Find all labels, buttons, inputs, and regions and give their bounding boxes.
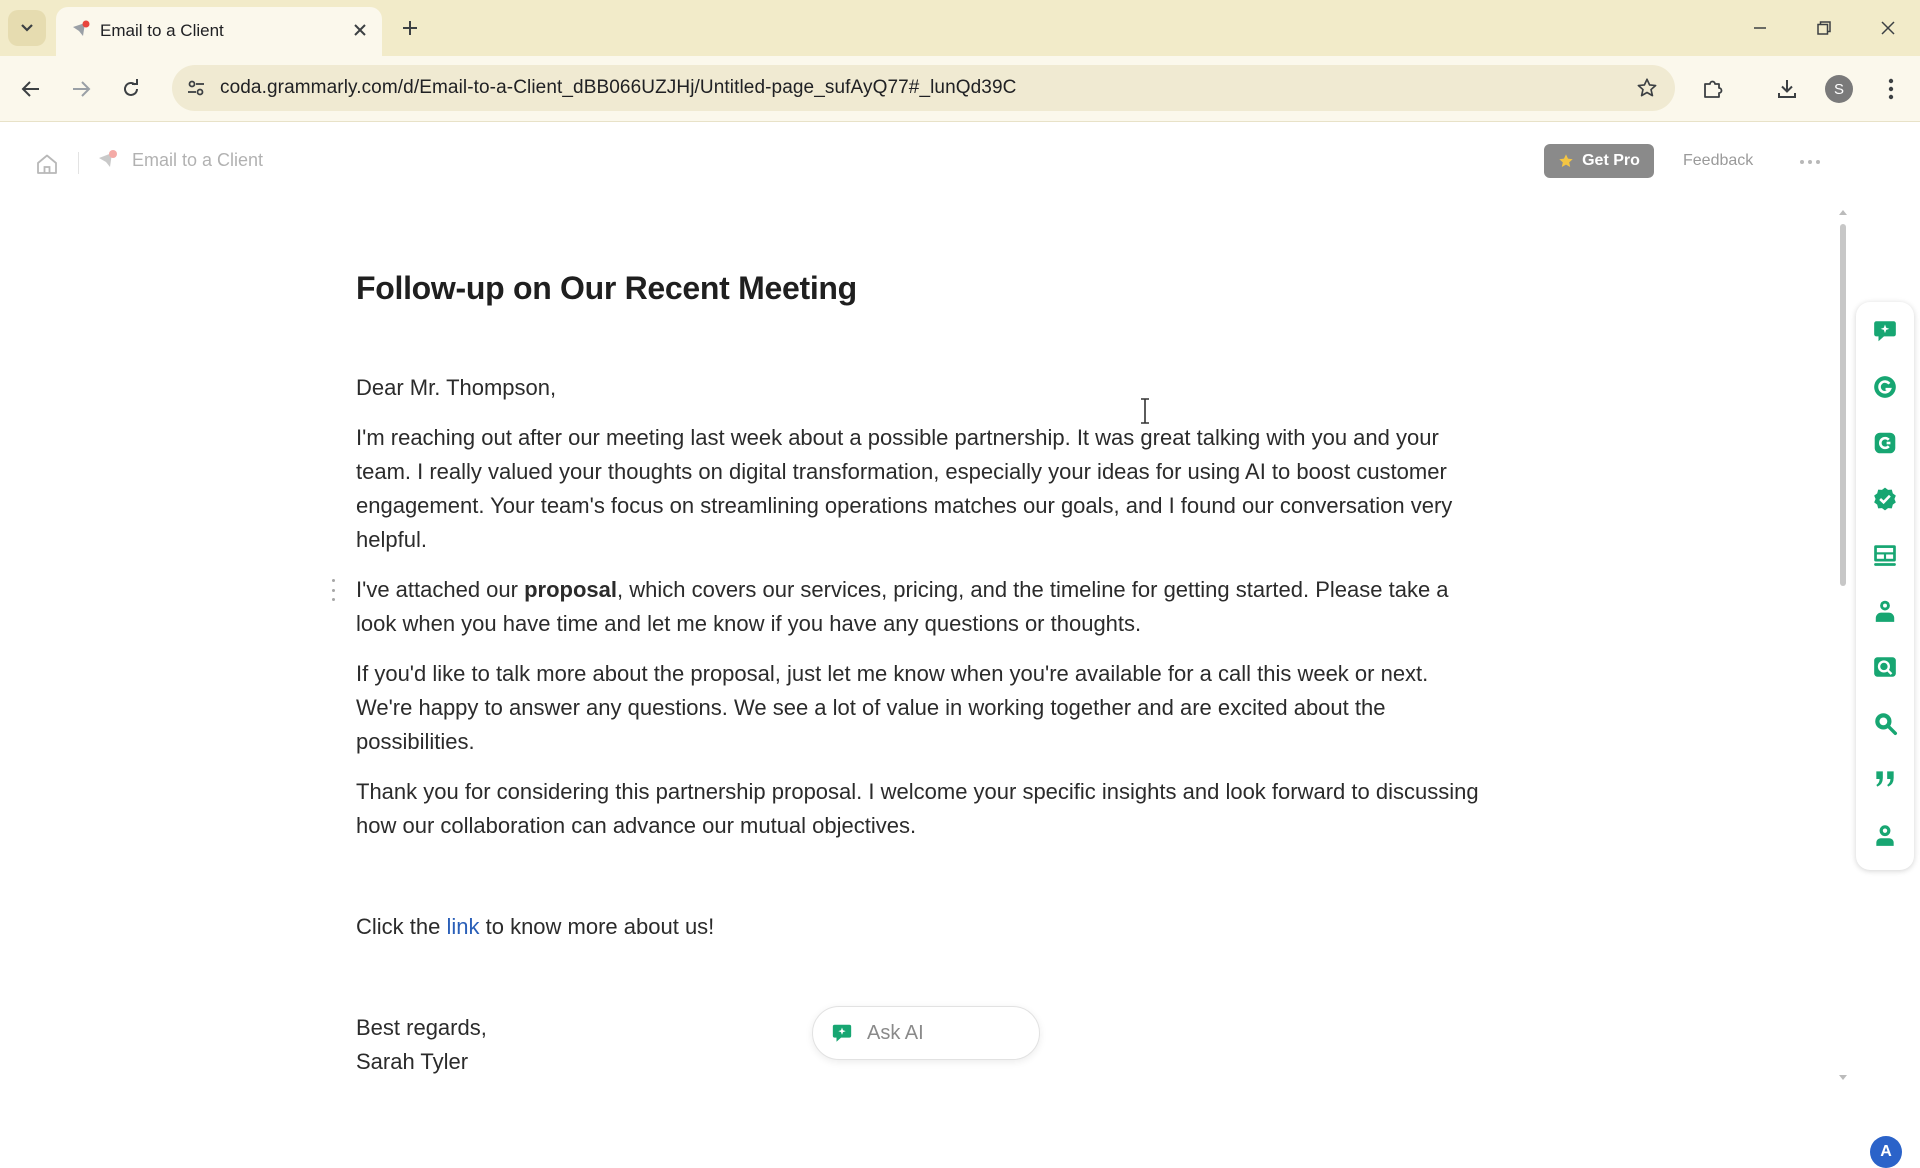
rail-quote[interactable] <box>1870 764 1900 794</box>
rail-profile[interactable] <box>1870 820 1900 850</box>
new-tab-button[interactable] <box>396 14 424 42</box>
header-divider <box>78 152 79 174</box>
doc-content[interactable] <box>356 270 1486 1079</box>
browser-toolbar <box>0 56 1920 122</box>
ai-chat-icon <box>831 1022 853 1044</box>
extensions-button[interactable] <box>1696 72 1730 106</box>
person-icon <box>1872 598 1898 624</box>
grammarly-icon <box>1872 374 1898 400</box>
greeting[interactable]: Dear Mr. Thompson, <box>356 375 557 400</box>
quote-icon <box>1872 766 1898 792</box>
grammarly-side-rail <box>1856 302 1914 870</box>
profile-avatar: S <box>1825 75 1853 103</box>
signature[interactable]: Sarah Tyler <box>356 1049 469 1074</box>
back-button[interactable] <box>14 72 48 106</box>
rail-table[interactable] <box>1870 540 1900 570</box>
feedback-link[interactable]: Feedback <box>1683 152 1754 169</box>
browser-tab-active[interactable] <box>56 7 382 56</box>
tab-search-button[interactable] <box>8 10 46 46</box>
ask-ai-button[interactable] <box>812 1006 1040 1060</box>
closing[interactable]: Best regards, <box>356 1015 487 1040</box>
paragraph[interactable]: I'm reaching out after our meeting last week about a possible partnership. It was great talking with you and your team. I really valued your thoughts on digital transformation, especially your ideas for using AI to boost customer engagement. Your team's focus on streamlining operations matches our goals, and I found our conversation very helpful. <box>356 425 1453 552</box>
coda-page <box>0 122 1920 1160</box>
reload-button[interactable] <box>114 72 148 106</box>
bold-text: proposal <box>524 577 617 602</box>
paragraph[interactable]: Thank you for considering this partnership proposal. I welcome your specific insights and look forward to discussing how our collaboration can advance our mutual objectives. <box>356 779 1479 838</box>
close-icon <box>1880 20 1896 36</box>
browser-tab-bar <box>0 0 1920 56</box>
doc-more-button[interactable] <box>1796 150 1824 174</box>
tune-icon <box>186 79 206 97</box>
forward-button[interactable] <box>64 72 98 106</box>
paragraph-text: Click the <box>356 914 447 939</box>
home-icon <box>35 152 59 176</box>
paragraph-text: I've attached our <box>356 577 525 602</box>
doc-header <box>0 122 1850 200</box>
minimize-button[interactable] <box>1740 10 1780 46</box>
home-button[interactable] <box>32 149 62 179</box>
address-bar[interactable] <box>172 65 1675 111</box>
chevron-down-icon <box>20 23 34 33</box>
browser-menu-button[interactable] <box>1874 72 1908 106</box>
restore-icon <box>1816 20 1832 36</box>
paragraph[interactable] <box>356 573 1486 641</box>
close-icon <box>353 23 367 37</box>
table-icon <box>1872 542 1898 568</box>
paragraph-text: , which covers our services, pricing, and the timeline for getting started. Please take a look when you have time and let me know if you have any questions or thoughts. <box>356 577 1449 636</box>
ask-ai-label: Ask AI <box>867 1021 924 1044</box>
rail-review[interactable] <box>1870 652 1900 682</box>
check-badge-icon <box>1872 486 1898 512</box>
minimize-icon <box>1752 20 1768 36</box>
tab-title: Email to a Client <box>100 21 224 40</box>
rail-rewrite[interactable] <box>1870 428 1900 458</box>
puzzle-icon <box>1702 78 1724 100</box>
doc-icon <box>96 148 120 172</box>
profile-button[interactable] <box>1822 72 1856 106</box>
star-icon <box>1558 153 1574 169</box>
downloads-button[interactable] <box>1770 72 1804 106</box>
search-icon <box>1872 710 1898 736</box>
more-horizontal-icon <box>1799 159 1821 165</box>
rail-person[interactable] <box>1870 596 1900 626</box>
block-drag-handle[interactable] <box>328 579 338 601</box>
rail-search[interactable] <box>1870 708 1900 738</box>
restore-button[interactable] <box>1804 10 1844 46</box>
get-pro-button[interactable] <box>1544 144 1654 178</box>
arrow-right-icon <box>71 80 91 98</box>
paragraph[interactable] <box>356 910 1486 944</box>
scrollbar-thumb[interactable] <box>1840 224 1846 586</box>
kebab-menu-icon <box>1888 78 1894 100</box>
star-outline-icon <box>1636 77 1658 99</box>
paragraph-text: to know more about us! <box>479 914 715 939</box>
tab-close-button[interactable] <box>348 18 372 42</box>
scroll-down-arrow[interactable] <box>1839 1075 1847 1080</box>
text-cursor-icon <box>1139 398 1151 424</box>
close-window-button[interactable] <box>1868 10 1908 46</box>
get-pro-label: Get Pro <box>1582 152 1640 169</box>
rewrite-icon <box>1872 430 1898 456</box>
ai-chat-icon <box>1872 318 1898 344</box>
page-title[interactable]: Follow-up on Our Recent Meeting <box>356 270 857 306</box>
url-text[interactable]: coda.grammarly.com/d/Email-to-a-Client_dBB066UZJHj/Untitled-page_sufAyQ77#_lunQd39C <box>220 77 1017 98</box>
site-info-button[interactable] <box>180 72 212 104</box>
plus-icon <box>401 19 419 37</box>
paragraph[interactable]: If you'd like to talk more about the proposal, just let me know when you're available for a call this week or next. We're happy to answer any questions. We see a lot of value in working together and are excited about the possibilities. <box>356 661 1429 754</box>
rail-check[interactable] <box>1870 484 1900 514</box>
scroll-up-arrow[interactable] <box>1839 210 1847 215</box>
scrollbar[interactable] <box>1838 210 1848 1080</box>
doc-breadcrumb[interactable] <box>96 148 263 172</box>
arrow-left-icon <box>21 80 41 98</box>
assistant-avatar[interactable]: A <box>1870 1136 1902 1168</box>
doc-name: Email to a Client <box>132 149 264 170</box>
rail-grammarly[interactable] <box>1870 372 1900 402</box>
review-icon <box>1872 654 1898 680</box>
download-icon <box>1776 78 1798 100</box>
profile-icon <box>1872 822 1898 848</box>
rail-ai-chat[interactable] <box>1870 316 1900 346</box>
coda-favicon-icon <box>70 19 92 41</box>
bookmark-button[interactable] <box>1631 72 1663 104</box>
reload-icon <box>121 79 141 99</box>
about-us-link[interactable]: link <box>446 914 480 939</box>
